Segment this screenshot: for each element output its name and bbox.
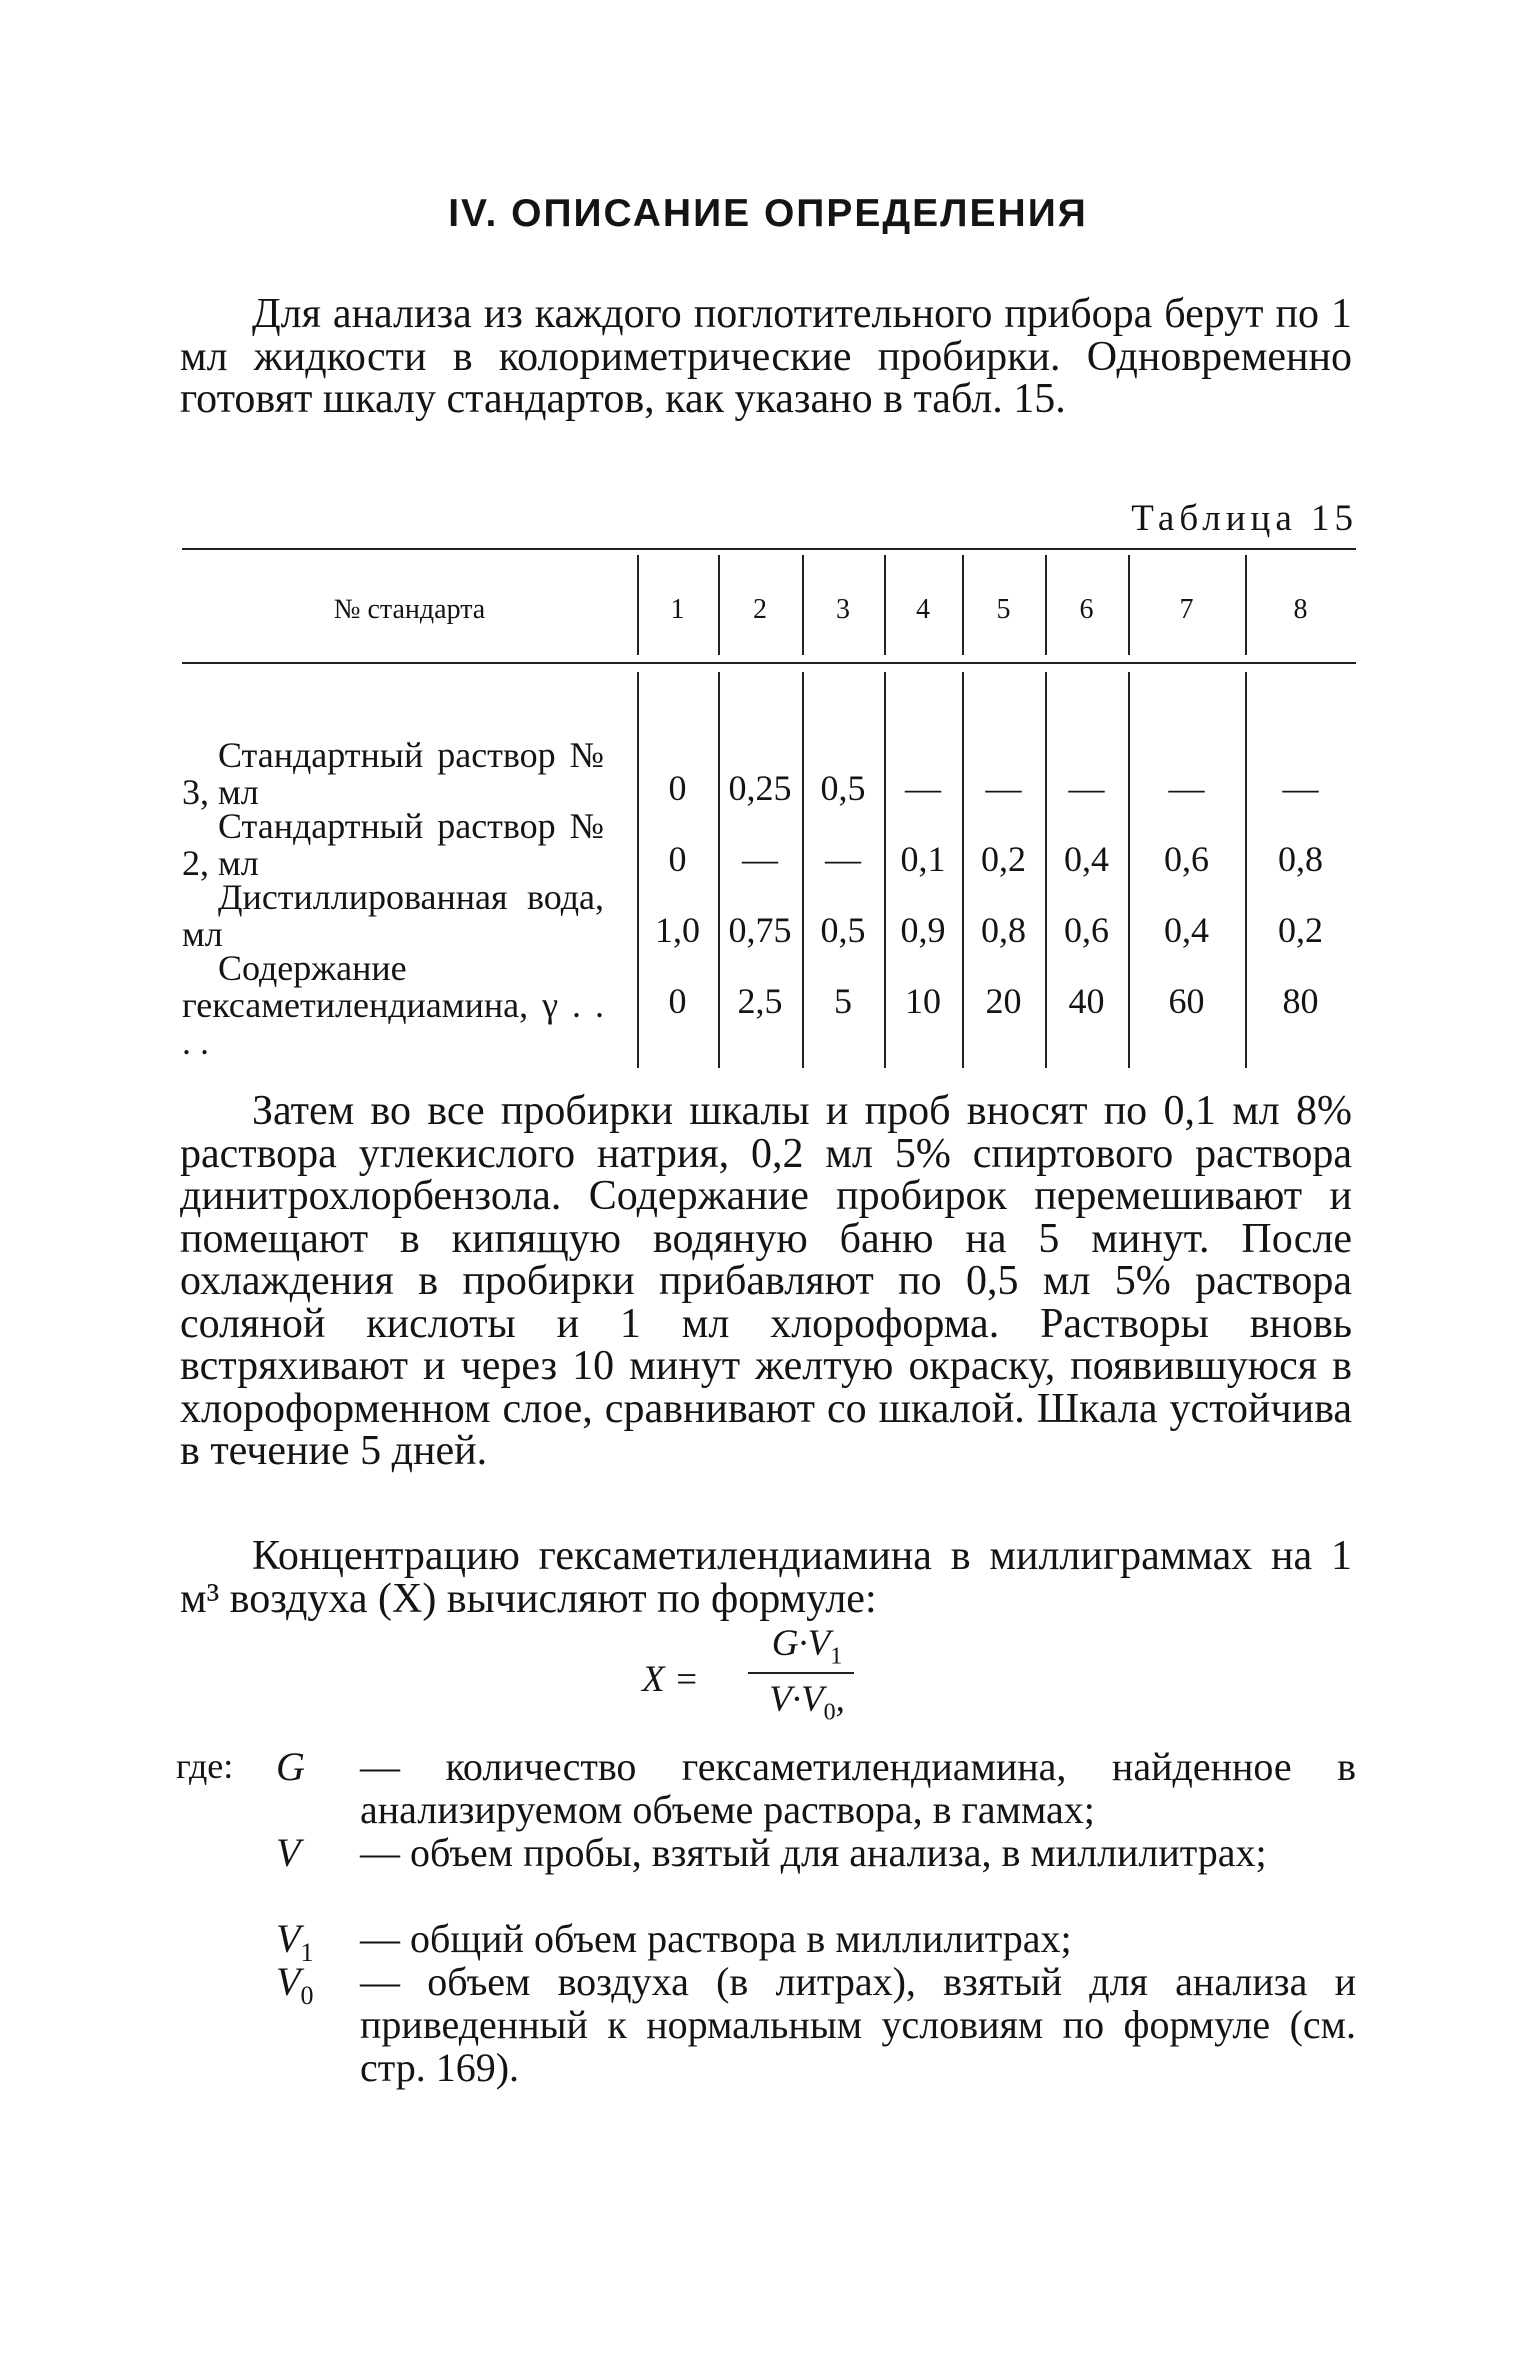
row-label: Дистиллированная вода, мл xyxy=(182,877,604,954)
table-cell: 0,4 xyxy=(1164,910,1209,950)
concentration-paragraph: Концентрацию гексаметилендиамина в миллиграммах на 1 м³ воздуха (X) вычисляют по формуле: xyxy=(180,1533,1352,1622)
row-label: Стандартный раствор № 2, мл xyxy=(182,806,604,883)
table-cell: 0 xyxy=(668,839,687,879)
legend-item-v1 xyxy=(276,1916,1356,1967)
table-cell: 0,5 xyxy=(820,910,866,950)
formula-denominator xyxy=(752,1678,862,1726)
row-label: Содержание гексаметилендиамина, γ . . . . xyxy=(182,948,604,1062)
table-cell: — xyxy=(1068,768,1105,808)
column-header: 7 xyxy=(1179,594,1194,625)
variable-legend xyxy=(176,1745,1356,2105)
table-cell: 0 xyxy=(668,981,687,1021)
column-header: 4 xyxy=(916,594,930,625)
denominator-text: V·V xyxy=(769,1679,824,1720)
table-top-rule xyxy=(182,548,1356,550)
column-header: 3 xyxy=(836,594,850,625)
table-cell: — xyxy=(985,768,1022,808)
table-cell: 0,8 xyxy=(1278,839,1323,879)
legend-text: — количество гексаметилендиамина, найденное в анализируемом объеме раствора, в гаммах; xyxy=(360,1744,1356,1832)
table-cell: 1,0 xyxy=(655,910,700,950)
section-heading: IV. ОПИСАНИЕ ОПРЕДЕЛЕНИЯ xyxy=(448,192,1088,235)
legend-symbol: $V_1$ xyxy=(276,1916,314,1967)
table-cell: 0,6 xyxy=(1164,839,1209,879)
legend-symbol: $V_0$ xyxy=(276,1959,314,2010)
row-label: Стандартный раствор № 3, мл xyxy=(182,735,604,812)
table-cell: 0,5 xyxy=(820,768,866,808)
legend-symbol: G xyxy=(276,1744,305,1789)
table-cell: 40 xyxy=(1068,981,1105,1021)
table-cell: 0,75 xyxy=(728,910,792,950)
table-cell: 0,8 xyxy=(981,910,1026,950)
legend-text: — общий объем раствора в миллилитрах; xyxy=(360,1916,1072,1961)
where-label: где: xyxy=(176,1746,234,1786)
table-cell: — xyxy=(905,768,941,808)
concentration-formula xyxy=(0,1622,1536,1732)
column-header: 2 xyxy=(753,594,767,625)
procedure-paragraph: Затем во все пробирки шкалы и проб вносят по 0,1 мл 8% раствора углекислого натрия, 0,2 мл 5% спиртового раствора динитрохлорбензола. Содержание пробирок перемешивают и помещают в кипящую водяную баню на 5 минут. После охлаждения в пробирки прибавляют по 0,5 мл 5% раствора соляной кислоты и 1 мл хлороформа. Растворы вновь встряхивают и через 10 минут желтую окраску, появившуюся в хлороформенном слое, сравнивают со шкалой. Шкала устойчива в течение 5 дней. xyxy=(180,1088,1352,1474)
table-cell: 0,4 xyxy=(1064,839,1109,879)
legend-symbol: V xyxy=(276,1830,301,1875)
legend-item-v xyxy=(276,1831,1356,1874)
table-cell: 2,5 xyxy=(737,981,783,1021)
numerator-subscript: 1 xyxy=(830,1643,843,1670)
table-cell: 0,25 xyxy=(728,768,792,808)
table-cell: 60 xyxy=(1168,981,1205,1021)
table-cell: 0,2 xyxy=(981,839,1026,879)
legend-text: — объем воздуха (в литрах), взятый для анализа и приведенный к нормальным условиям по формуле (см. стр. 169). xyxy=(360,1959,1356,2090)
legend-item-g xyxy=(276,1745,1356,1831)
table-cell: — xyxy=(742,839,778,879)
column-header: 5 xyxy=(996,594,1011,625)
fraction-bar xyxy=(748,1672,854,1674)
table-header-rule xyxy=(182,662,1356,664)
legend-text: — объем пробы, взятый для анализа, в миллилитрах; xyxy=(360,1830,1267,1875)
table-cell: 5 xyxy=(834,981,852,1021)
table-cell: 0,6 xyxy=(1064,910,1109,950)
legend-item-v0 xyxy=(276,1960,1356,2089)
table-cell: — xyxy=(1282,768,1319,808)
table-cell: 80 xyxy=(1282,981,1319,1021)
formula-comma: , xyxy=(835,1679,845,1720)
table-cell: — xyxy=(1168,768,1205,808)
denominator-subscript: 0 xyxy=(823,1699,836,1726)
table-cell: 0,1 xyxy=(900,839,946,879)
numerator-text: G·V xyxy=(771,1623,831,1664)
table-cell: 10 xyxy=(905,981,941,1021)
table-cell: 0,9 xyxy=(900,910,946,950)
table-cell: 0 xyxy=(668,768,687,808)
column-header: 1 xyxy=(670,594,685,625)
column-header: 6 xyxy=(1079,594,1094,625)
table-cell: 20 xyxy=(985,981,1022,1021)
table-cell: 0,2 xyxy=(1278,910,1323,950)
table-caption: Таблица 15 xyxy=(1131,498,1358,539)
formula-numerator xyxy=(752,1622,862,1670)
intro-paragraph: Для анализа из каждого поглотительного прибора берут по 1 мл жидкости в колориметрические пробирки. Одновременно готовят шкалу стандартов, как указано в табл. 15. xyxy=(180,291,1352,422)
table-cell: — xyxy=(825,839,861,879)
column-header: 8 xyxy=(1293,594,1308,625)
table-header-label: № стандарта xyxy=(333,594,486,625)
formula-lhs: X = xyxy=(642,1659,699,1700)
